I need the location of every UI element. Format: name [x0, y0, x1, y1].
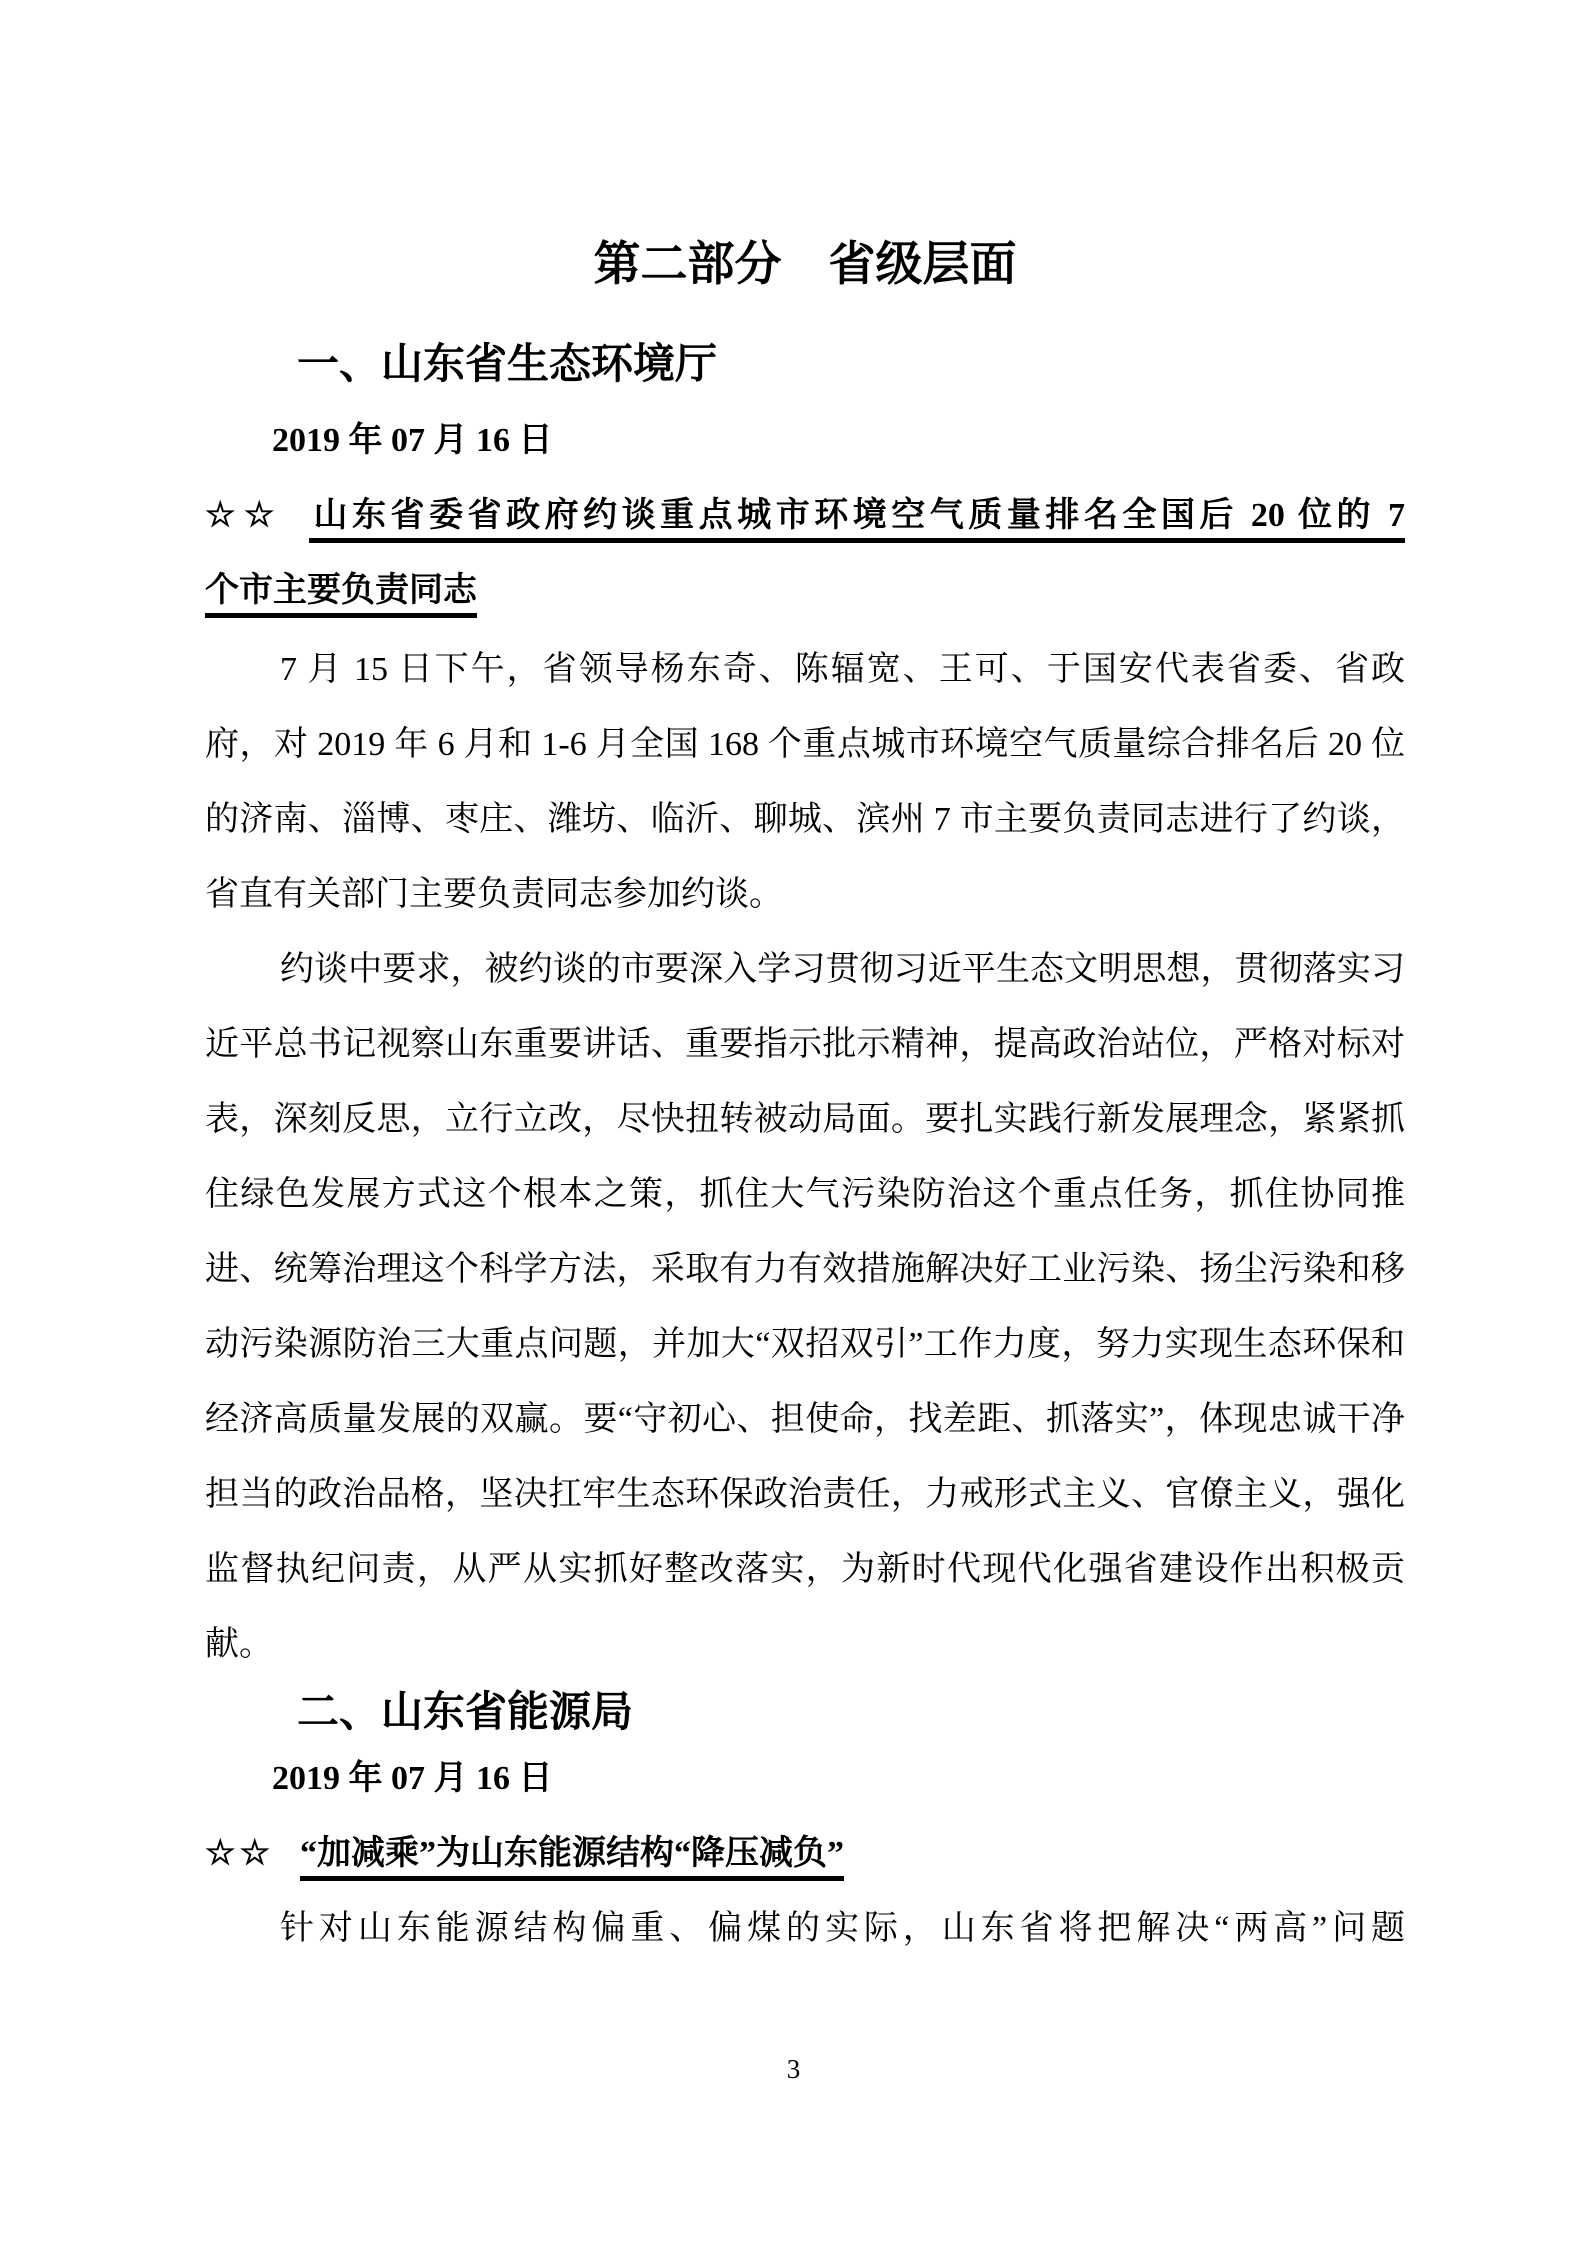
- section-1-date: 2019 年 07 月 16 日: [272, 422, 553, 459]
- page-title: 第二部分 省级层面: [593, 239, 1017, 291]
- article-title-text: “加减乘”为山东能源结构“降压减负”: [299, 1835, 844, 1872]
- star-marker-icon: ☆☆: [205, 497, 283, 534]
- article-heading-2-line-1: [205, 1816, 1405, 1891]
- article-title-text: 山东省委省政府约谈重点城市环境空气质量排名全国后 20 位的 7: [309, 497, 1405, 534]
- article-heading-1-line-2: [205, 553, 1405, 628]
- section-heading-2: 二、山东省能源局: [297, 1690, 634, 1736]
- star-marker-icon: ☆☆: [205, 1835, 274, 1872]
- section-2-date: 2019 年 07 月 16 日: [272, 1760, 553, 1797]
- paragraph: 7 月 15 日下午，省领导杨东奇、陈辐宽、王可、于国安代表省委、省政府，对 2019 年 6 月和 1-6 月全国 168 个重点城市环境空气质量综合排名后 20 位的济南、淄博、枣庄、潍坊、临沂、聊城、滨州 7 市主要负责同志进行了约谈，省直有关部门主要负责同志参加约谈。: [205, 651, 1405, 913]
- paragraph: 约谈中要求，被约谈的市要深入学习贯彻习近平生态文明思想，贯彻落实习近平总书记视察山东重要讲话、重要指示批示精神，提高政治站位，严格对标对表，深刻反思，立行立改，尽快扭转被动局面。要扎实践行新发展理念，紧紧抓住绿色发展方式这个根本之策，抓住大气污染防治这个重点任务，抓住协同推进、统筹治理这个科学方法，采取有力有效措施解决好工业污染、扬尘污染和移动污染源防治三大重点问题，并加大“双招双引”工作力度，努力实现生态环保和经济高质量发展的双赢。要“守初心、担使命，找差距、抓落实”，体现忠诚干净担当的政治品格，坚决扛牢生态环保政治责任，力戒形式主义、官僚主义，强化监督执纪问责，从严从实抓好整改落实，为新时代现代化强省建设作出积极贡献。: [205, 951, 1405, 1663]
- section-heading-1: 一、山东省生态环境厅: [297, 342, 718, 388]
- page-number: 3: [786, 2054, 801, 2084]
- article-heading-2: [205, 1816, 1405, 1891]
- article-heading-1: [205, 478, 1405, 628]
- article-title-text: 个市主要负责同志: [205, 572, 477, 609]
- article-heading-1-line-1: [205, 478, 1405, 553]
- paragraph: 针对山东能源结构偏重、偏煤的实际，山东省将把解决“两高”问题: [280, 1910, 1405, 1947]
